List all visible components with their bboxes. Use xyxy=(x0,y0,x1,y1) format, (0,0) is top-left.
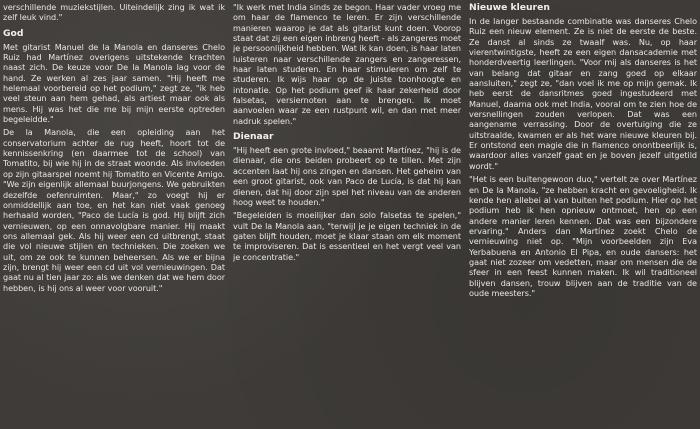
paragraph: "Begeleiden is moeilijker dan solo falsetas te spelen," vult De la Manola aan, "terwijl je je eigen techniek in de gaten blijft houden, moet je klaar staan om elk moment te improviseren. Dat is essentieel en het vergt veel van je concentratie." xyxy=(233,210,461,262)
paragraph: De la Manola, die een opleiding aan het conservatorium achter de rug heeft, hoort tot de kennissenkring (en daarmee tot de school) van Tomatito, bij wie hij in de straat woonde. Als invloeden op zijn gitaarspel noemt hij Tomatito en Vicente Amigo. "We zijn eigenlijk allemaal buurjongens. We gebruikten dezelfde oefenruimten. Maar," zo voegt hij er onmiddellijk aan toe, en het kan niet vaak genoeg herhaald worden, "Paco de Lucía is god. Hij blijft zich vernieuwen, op een onnavolgbare manier. Hij maakt ons allemaal gek. Als hij weer een cd uitbrengt, staat die vol nieuwe stijlen en technieken. Die zoeken we uit, om ze ook te kunnen beheersen. Als we er bijna zijn, brengt hij weer een cd uit vol vernieuwingen. Dat gaat nu al tien jaar zo: als we denken dat we hem door hebben, is hij ons al weer voor vooruit." xyxy=(3,127,225,293)
paragraph: verschillende muziekstijlen. Uiteindelijk zing ik wat ik zelf leuk vind." xyxy=(3,2,225,23)
article-column-2 xyxy=(233,2,461,429)
section-heading: Nieuwe kleuren xyxy=(469,2,550,13)
paragraph: In de langer bestaande combinatie was danseres Chelo Ruiz een nieuw element. Ze is niet de eerste de beste. Ze danst al sinds ze twaalf was. Nu, op haar vierentwintigste, heeft ze een eigen dansacademie met honderdveertig leerlingen. "Voor mij als danseres is het van belang dat gitaar en zang goed op elkaar aansluiten," zegt ze, "dan voel ik me op mijn gemak. Ik heb eerst de dansritmes goed ingestudeerd met Manuel, daarna ook met India, vooral om te zien hoe de versnellingen zouden verlopen. Dat was een aangename verrassing. Door de overtuiging die ze uitstraalde, kwamen er als het ware nieuwe kleuren bij. Er ontstond een magie die in flamenco onontbeerlijk is, waardoor alles vanzelf gaat en je boven jezelf uitgetild wordt." xyxy=(469,16,697,171)
article-column-3 xyxy=(469,2,697,429)
paragraph: Met gitarist Manuel de la Manola en danseres Chelo Ruiz had Martínez overigens uitstekende krachten naast zich. De keuze voor De la Manola lag voor de hand. Ze werken al zes jaar samen. "Hij heeft me helemaal voorbereid op het podium," zegt ze, "ik heb veel steun aan hem gehad, als artiest maar ook als mens. Hij was het die me bij mijn eerste optreden begeleidde." xyxy=(3,41,225,125)
section-heading: God xyxy=(3,27,24,39)
paragraph: "Ik werk met India sinds ze begon. Haar vader vroeg me om haar de flamenco te leren. Er zijn verschillende manieren waarop je dat als gitarist kunt doen. Voorop staat dat zij een eigen inbreng heeft - als zangeres moet je persoonlijkheid hebben. Wat ik kan doen, is haar laten luisteren naar verschillende zangers en zangeressen, haar laten studeren. En haar stimuleren om zelf te studeren. Ik wijs haar op de juiste toonhoogte en intonatie. Op het podium geef ik haar zekerheid door falsetas, versiernoten aan te brengen. Ik moet aanvoelen waar ze een rustpunt wil, en dan met meer nadruk spelen." xyxy=(233,2,461,126)
paragraph: "Hij heeft een grote invloed," beaamt Martínez, "hij is de dienaar, die ons beiden probeert op te tillen. Met zijn accenten laat hij ons zingen en dansen. Het geheim van een groot gitarist, ook van Paco de Lucía, is dat hij kan dienen, dat hij door zijn spel het niveau van de anderen hoog weet te houden." xyxy=(233,145,461,207)
article-column-1 xyxy=(3,2,225,429)
section-heading: Dienaar xyxy=(233,131,274,143)
paragraph: "Het is een buitengewoon duo," vertelt ze over Martínez en De la Manola, "ze hebben kracht en gevoeligheid. Ik kende hen allebei al van buiten het podium. Hier op het podium heb ik hen opnieuw ontmoet, hen op een andere manier leren kennen. Dat was een bijzondere ervaring." Anders dan Martínez zoekt Chelo de vernieuwing niet op. "Mijn voorbeelden zijn Eva Yerbabuena en Antonio El Pipa, en oude dansers: het gaat niet zozeer om vedetten, maar om mensen die de sfeer in een feest kunnen maken. Ik wil traditioneel blijven dansen, trouw blijven aan de traditie van de oude meesters." xyxy=(469,174,697,298)
